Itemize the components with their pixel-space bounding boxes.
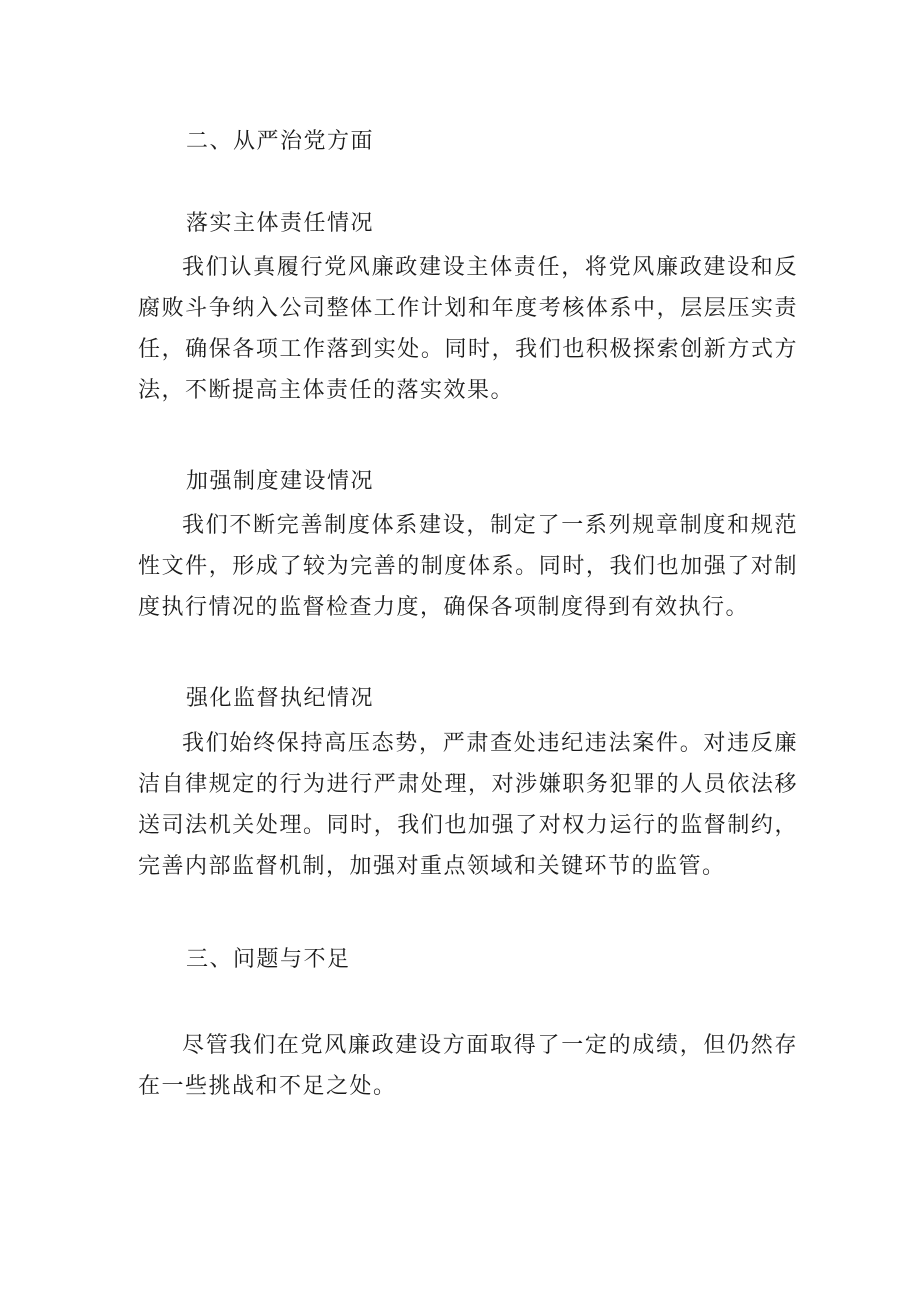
- section-heading-2: 二、从严治党方面: [186, 129, 375, 154]
- paragraph-system-building: 我们不断完善制度体系建设，制定了一系列规章制度和规范性文件，形成了较为完善的制度体系。同时，我们也加强了对制度执行情况的监督检查力度，确保各项制度得到有效执行。: [138, 513, 798, 620]
- paragraph-supervision: 我们始终保持高压态势，严肃查处违纪违法案件。对违反廉洁自律规定的行为进行严肃处理，对涉嫌职务犯罪的人员依法移送司法机关处理。同时，我们也加强了对权力运行的监督制约，完善内部监督机制，加强对重点领域和关键环节的监管。: [138, 731, 798, 879]
- subsection-title-responsibility: 落实主体责任情况: [186, 211, 375, 236]
- subsection-title-system-building: 加强制度建设情况: [186, 469, 375, 494]
- paragraph-responsibility: 我们认真履行党风廉政建设主体责任，将党风廉政建设和反腐败斗争纳入公司整体工作计划和年度考核体系中，层层压实责任，确保各项工作落到实处。同时，我们也积极探索创新方式方法，不断提高主体责任的落实效果。: [138, 255, 798, 403]
- paragraph-problems: 尽管我们在党风廉政建设方面取得了一定的成绩，但仍然存在一些挑战和不足之处。: [138, 1033, 798, 1099]
- subsection-title-supervision: 强化监督执纪情况: [186, 686, 375, 711]
- section-heading-3: 三、问题与不足: [186, 947, 351, 972]
